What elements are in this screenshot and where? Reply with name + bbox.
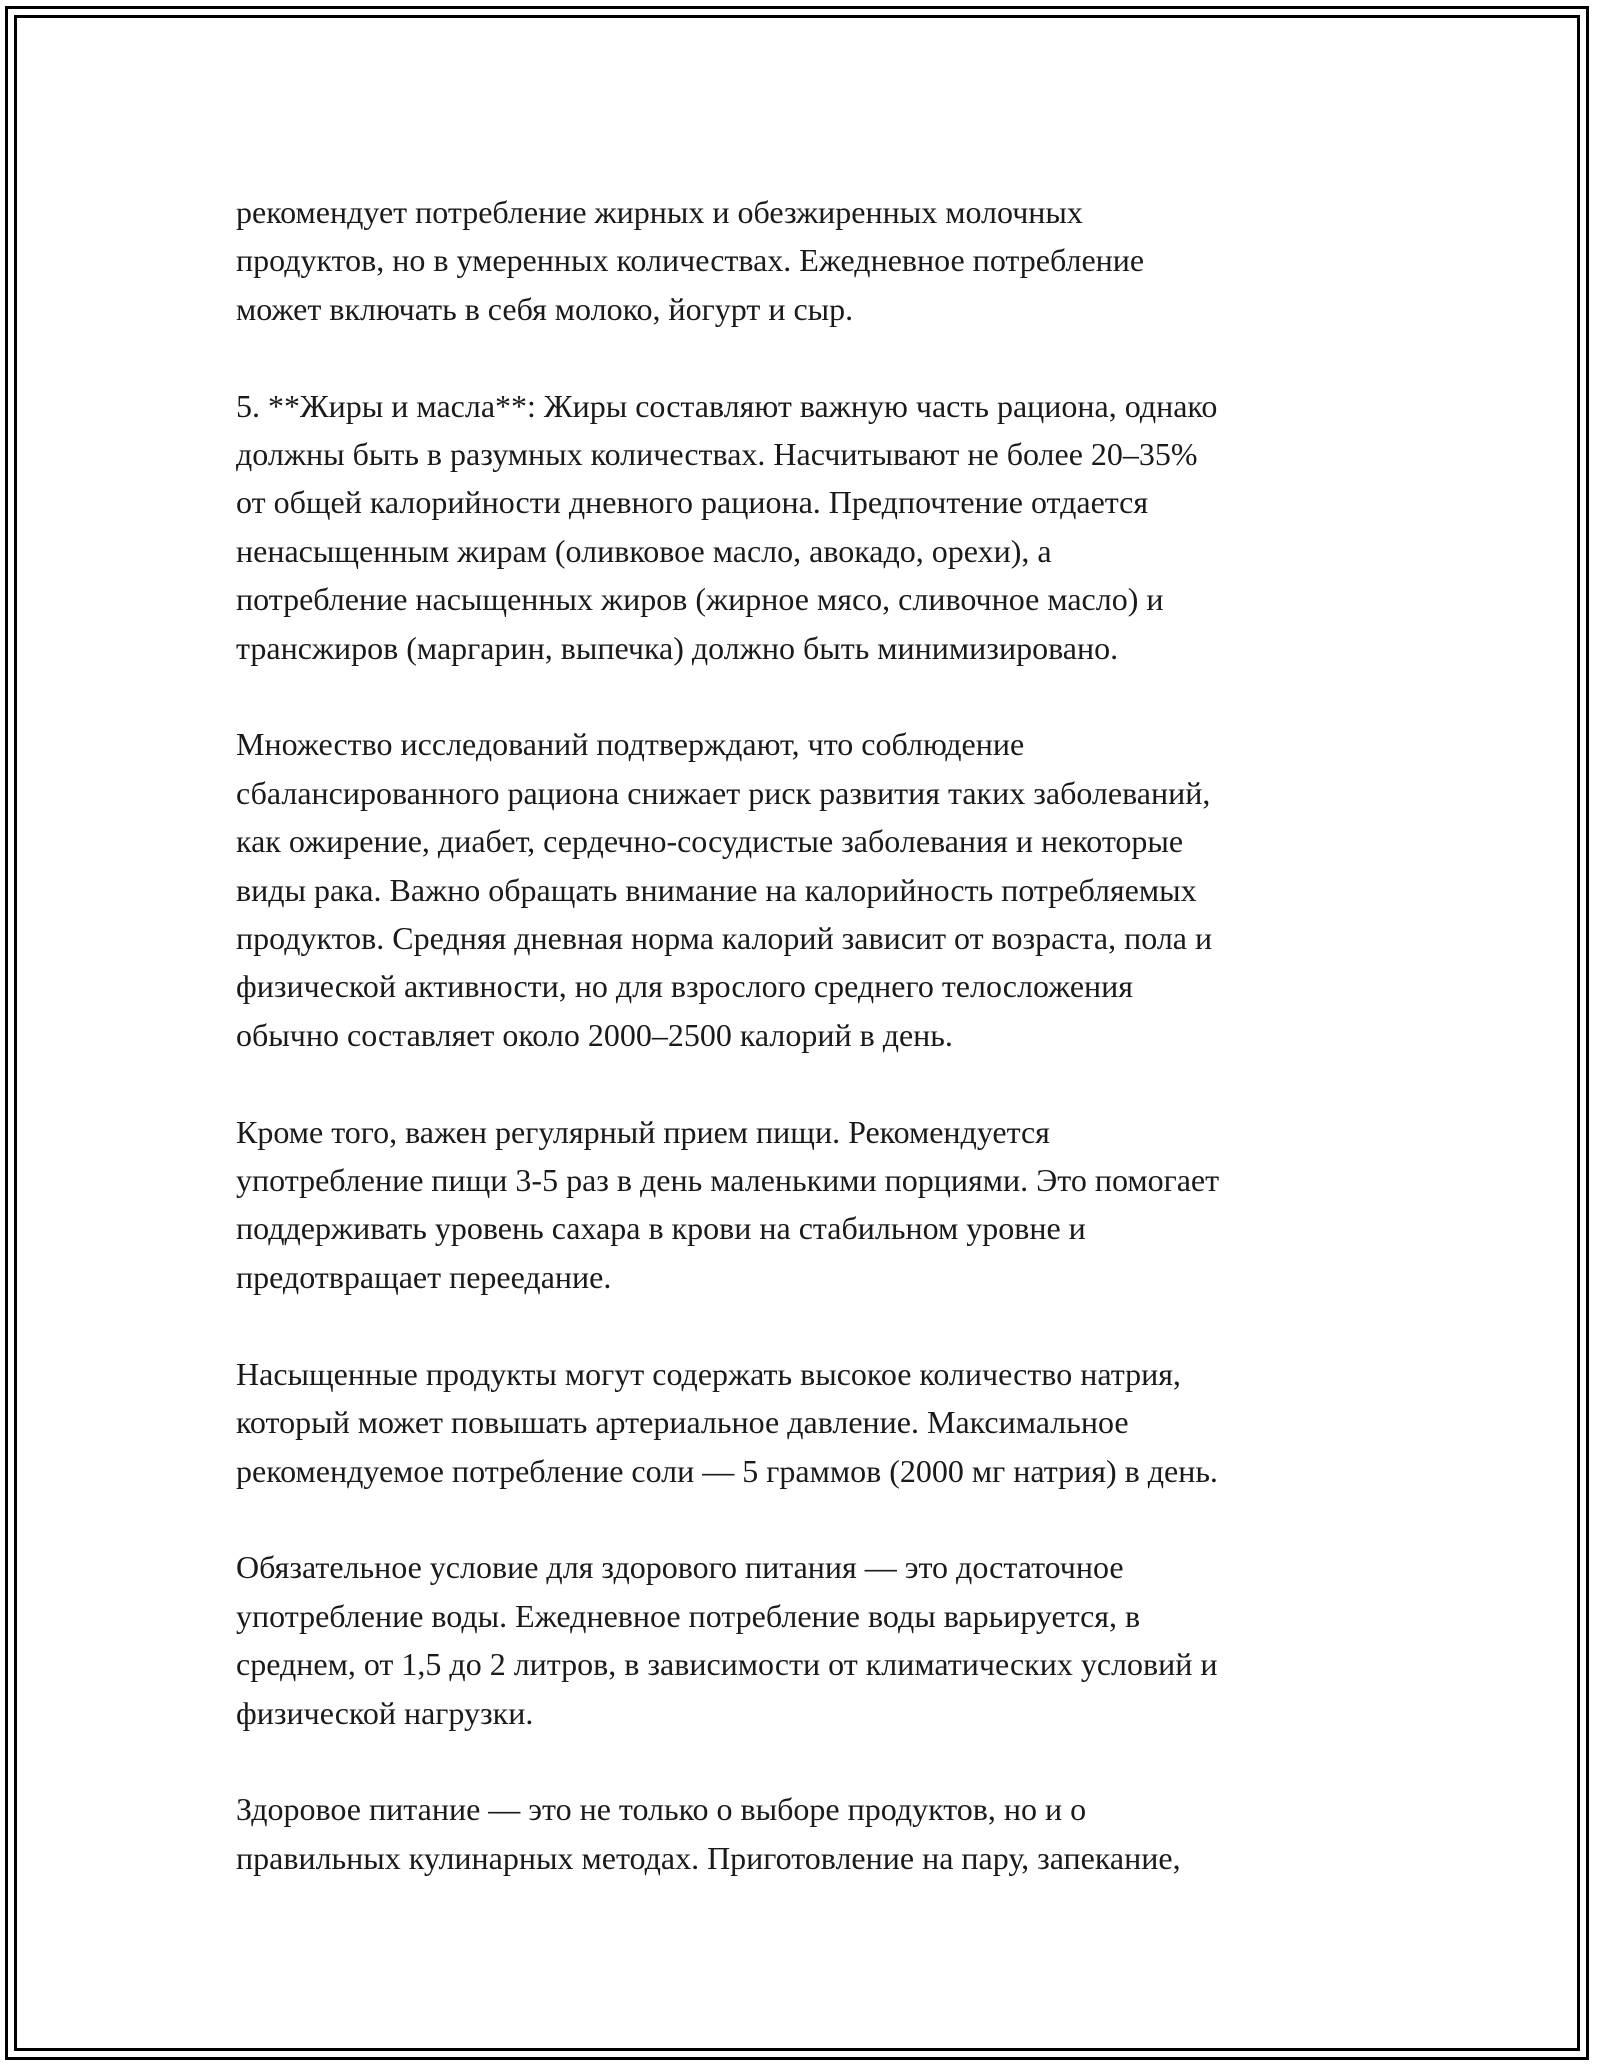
- text-line: продуктов. Средняя дневная норма калорий зависит от возраста, пола и: [236, 920, 1213, 957]
- text-line: трансжиров (маргарин, выпечка) должно быть минимизировано.: [236, 629, 1119, 666]
- text-line: среднем, от 1,5 до 2 литров, в зависимости от климатических условий и: [236, 1646, 1218, 1683]
- text-line: физической нагрузки.: [236, 1694, 534, 1731]
- paragraph-regular-meals: [236, 1108, 1386, 1302]
- text-line: который может повышать артериальное давление. Максимальное: [236, 1404, 1129, 1441]
- paragraph-dairy-continued: [236, 188, 1386, 333]
- paragraph-research-calories: [236, 720, 1386, 1059]
- text-line: употребление воды. Ежедневное потребление воды варьируется, в: [236, 1597, 1141, 1634]
- text-line: рекомендуемое потребление соли — 5 граммов (2000 мг натрия) в день.: [236, 1452, 1218, 1489]
- text-line: физической активности, но для взрослого среднего телосложения: [236, 968, 1133, 1005]
- text-line: 5. **Жиры и масла**: Жиры составляют важную часть рациона, однако: [236, 387, 1218, 424]
- text-line: потребление насыщенных жиров (жирное мясо, сливочное масло) и: [236, 581, 1164, 618]
- text-line: как ожирение, диабет, сердечно-сосудистые заболевания и некоторые: [236, 823, 1184, 860]
- text-line: сбалансированного рациона снижает риск развития таких заболеваний,: [236, 774, 1211, 811]
- text-line: Здоровое питание — это не только о выборе продуктов, но и о: [236, 1791, 1087, 1828]
- text-line: может включать в себя молоко, йогурт и сыр.: [236, 290, 854, 327]
- paragraph-sodium: [236, 1350, 1386, 1495]
- text-line: продуктов, но в умеренных количествах. Ежедневное потребление: [236, 242, 1145, 279]
- text-line: от общей калорийности дневного рациона. Предпочтение отдается: [236, 484, 1149, 521]
- paragraph-cooking-methods: [236, 1785, 1386, 1882]
- text-line: употребление пищи 3-5 раз в день маленькими порциями. Это помогает: [236, 1162, 1220, 1199]
- text-line: Насыщенные продукты могут содержать высокое количество натрия,: [236, 1355, 1181, 1392]
- text-line: Обязательное условие для здорового питания — это достаточное: [236, 1549, 1124, 1586]
- text-line: ненасыщенным жирам (оливковое масло, авокадо, орехи), а: [236, 532, 1052, 569]
- text-line: рекомендует потребление жирных и обезжиренных молочных: [236, 194, 1083, 230]
- paragraph-fats-and-oils: [236, 382, 1386, 672]
- text-line: Кроме того, важен регулярный прием пищи. Рекомендуется: [236, 1113, 1050, 1150]
- paragraph-water: [236, 1543, 1386, 1737]
- text-line: обычно составляет около 2000–2500 калорий в день.: [236, 1016, 953, 1053]
- text-line: поддерживать уровень сахара в крови на стабильном уровне и: [236, 1210, 1086, 1247]
- text-line: предотвращает переедание.: [236, 1258, 612, 1295]
- text-line: правильных кулинарных методах. Приготовление на пару, запекание,: [236, 1839, 1181, 1876]
- text-line: Множество исследований подтверждают, что соблюдение: [236, 726, 1025, 763]
- document-body: [236, 188, 1386, 1931]
- text-line: должны быть в разумных количествах. Насчитывают не более 20–35%: [236, 436, 1198, 473]
- text-line: виды рака. Важно обращать внимание на калорийность потребляемых: [236, 871, 1197, 908]
